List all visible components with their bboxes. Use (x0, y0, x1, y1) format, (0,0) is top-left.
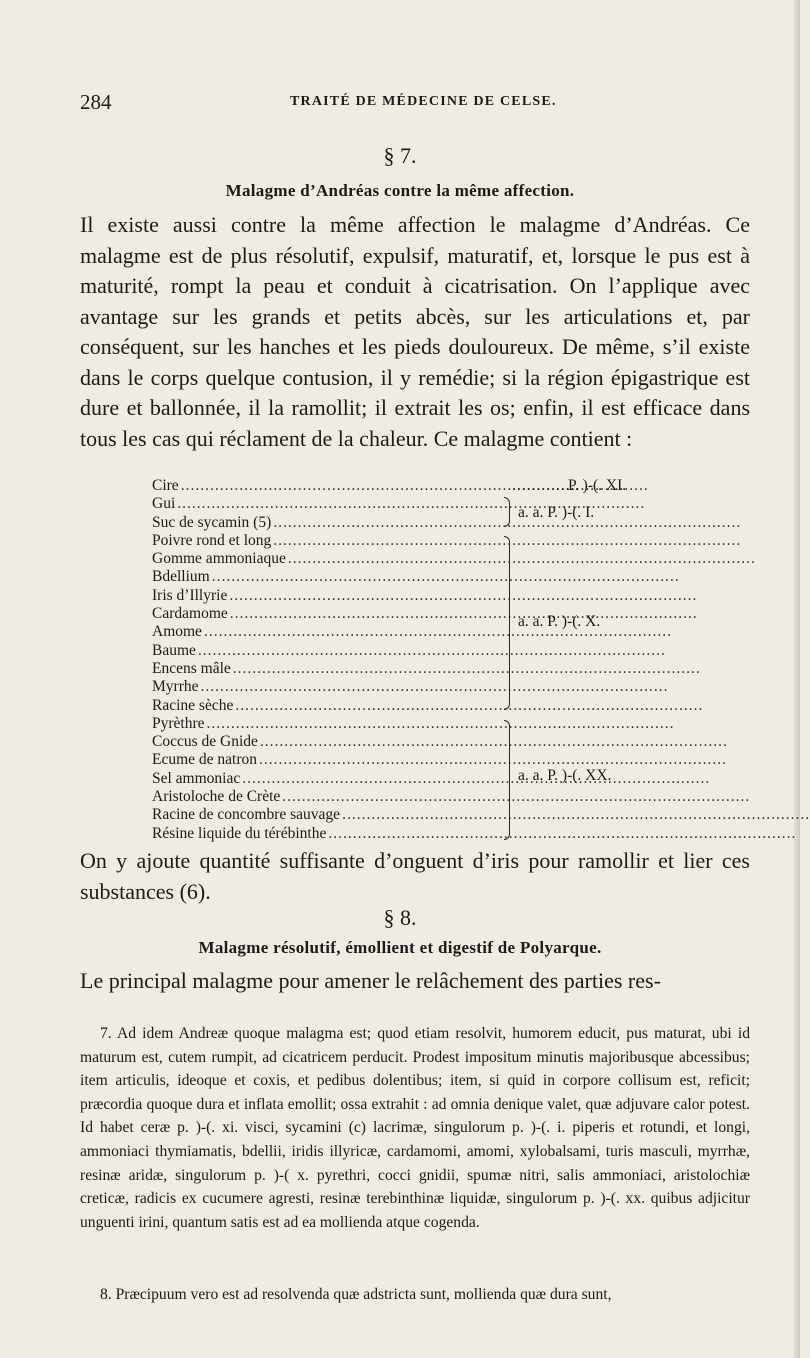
ingredient-row: Iris d’Illyrie ..... (152, 587, 512, 605)
section-7-number: § 7. (383, 143, 417, 168)
ingredient-row: Pyrèthre ..... (152, 715, 512, 733)
ingredient-row: Ecume de natron ..... (152, 751, 512, 769)
section-8-title: Malagme résolutif, émollient et digestif de Polyarque. (198, 938, 602, 957)
dose-group-3: a. a. P. )-(. XX. (518, 767, 612, 784)
ingredient-row: Suc de sycamin (5) ..... (152, 514, 512, 532)
ingredient-row: Gomme ammoniaque ..... (152, 550, 512, 568)
ingredient-row: Cardamome ..... (152, 605, 512, 623)
ingredient-row: Amome ..... (152, 623, 512, 641)
section-7-paragraph: Il existe aussi contre la même affection le malagme d’Andréas. Ce malagme est de plus résolutif, expulsif, maturatif, et, lorsque le pus est à maturité, rompt la peau et conduit à cicatrisation. On l’applique avec avantage sur les grands et petits abcès, sur les articulations et, par conséquent, sur les hanches et les pieds douloureux. De même, s’il existe dans le corps quelque contusion, il y remédie; si la région épigastrique est dure et ballonnée, il la ramollit; il extrait les os; enfin, il est efficace dans tous les cas qui réclament de la chaleur. Ce malagme contient : (80, 212, 750, 451)
running-header (80, 90, 750, 116)
dot-leader: ............. (512, 477, 576, 494)
ingredient-row: Bdellium ..... (152, 568, 512, 586)
ingredient-row: Résine liquide du térébinthe ..... (152, 825, 512, 843)
dose-group-2: a. a. P. )-(. X. (518, 613, 601, 630)
footnote-7: 7. Ad idem Andreæ quoque malagma est; quod etiam resolvit, humorem educit, pus maturat, ubi id maturum est, cutem rumpit, ad cicatricem perducit. Prodest impositum minutis majoribusque abcessibus; item articulis, ideoque et coxis, et pedibus dolentibus; item, si quid in corpore collisum est, reficit; præcordia quoque dura et inflata emollit; ossa extrahit : ad omnia denique valet, quæ adjuvare calor potest. Id habet ceræ p. )-(. xi. visci, sycamini (c) lacrimæ, singulorum p. )-(. i. piperis et rotundi, et longi, ammoniaci thymiamatis, bdellii, iridis illyricæ, cardamomi, amomi, xylobalsami, turis masculi, myrrhæ, resinæ aridæ, singulorum p. )-( x. pyrethri, cocci gnidii, spumæ nitri, salis ammoniaci, aristolochiæ creticæ, radicis ex cucumere agresti, resinæ terebinthinæ liquidæ, singulorum p. )-(. xx. quibus adjicitur unguenti irini, quantum satis est ad ea mollienda atque cogenda. (80, 1025, 750, 1231)
brace-group-3 (504, 720, 510, 840)
section-8-paragraph: Le principal malagme pour amener le relâchement des parties res- (80, 968, 661, 993)
page-number: 284 (80, 90, 112, 114)
running-title: TRAITÉ DE MÉDECINE DE CELSE. (290, 94, 557, 109)
section-7-closing: On y ajoute quantité suffisante d’onguent d’iris pour ramollir et lier ces substances (6). (80, 848, 750, 904)
dose-group-1: a. a. P. )-(. I. (518, 504, 595, 521)
brace-group-1 (504, 497, 510, 527)
ingredient-row: Baume ..... (152, 642, 512, 660)
ingredient-row: Racine de concombre sauvage ..... (152, 806, 512, 824)
ingredient-row: Gui ..... (152, 495, 512, 513)
page-edge (794, 0, 800, 1358)
footnote-8: 8. Præcipuum vero est ad resolvenda quæ adstricta sunt, mollienda quæ dura sunt, (100, 1286, 612, 1303)
section-7-title: Malagme d’Andréas contre la même affection. (225, 181, 575, 200)
section-8-number: § 8. (383, 905, 417, 930)
brace-group-2 (504, 536, 510, 710)
ingredient-list (152, 477, 512, 843)
ingredient-row: Encens mâle ..... (152, 660, 512, 678)
ingredient-row: Poivre rond et long ..... (152, 532, 512, 550)
ingredient-row: Aristoloche de Crète ..... (152, 788, 512, 806)
ingredient-row: Coccus de Gnide ..... (152, 733, 512, 751)
ingredient-row: Sel ammoniac ..... (152, 770, 512, 788)
dose-cire: P. )-(. XI. (568, 477, 627, 494)
ingredient-row: Myrrhe ..... (152, 678, 512, 696)
ingredient-row: Cire ..... (152, 477, 512, 495)
ingredient-row: Racine sèche ..... (152, 697, 512, 715)
